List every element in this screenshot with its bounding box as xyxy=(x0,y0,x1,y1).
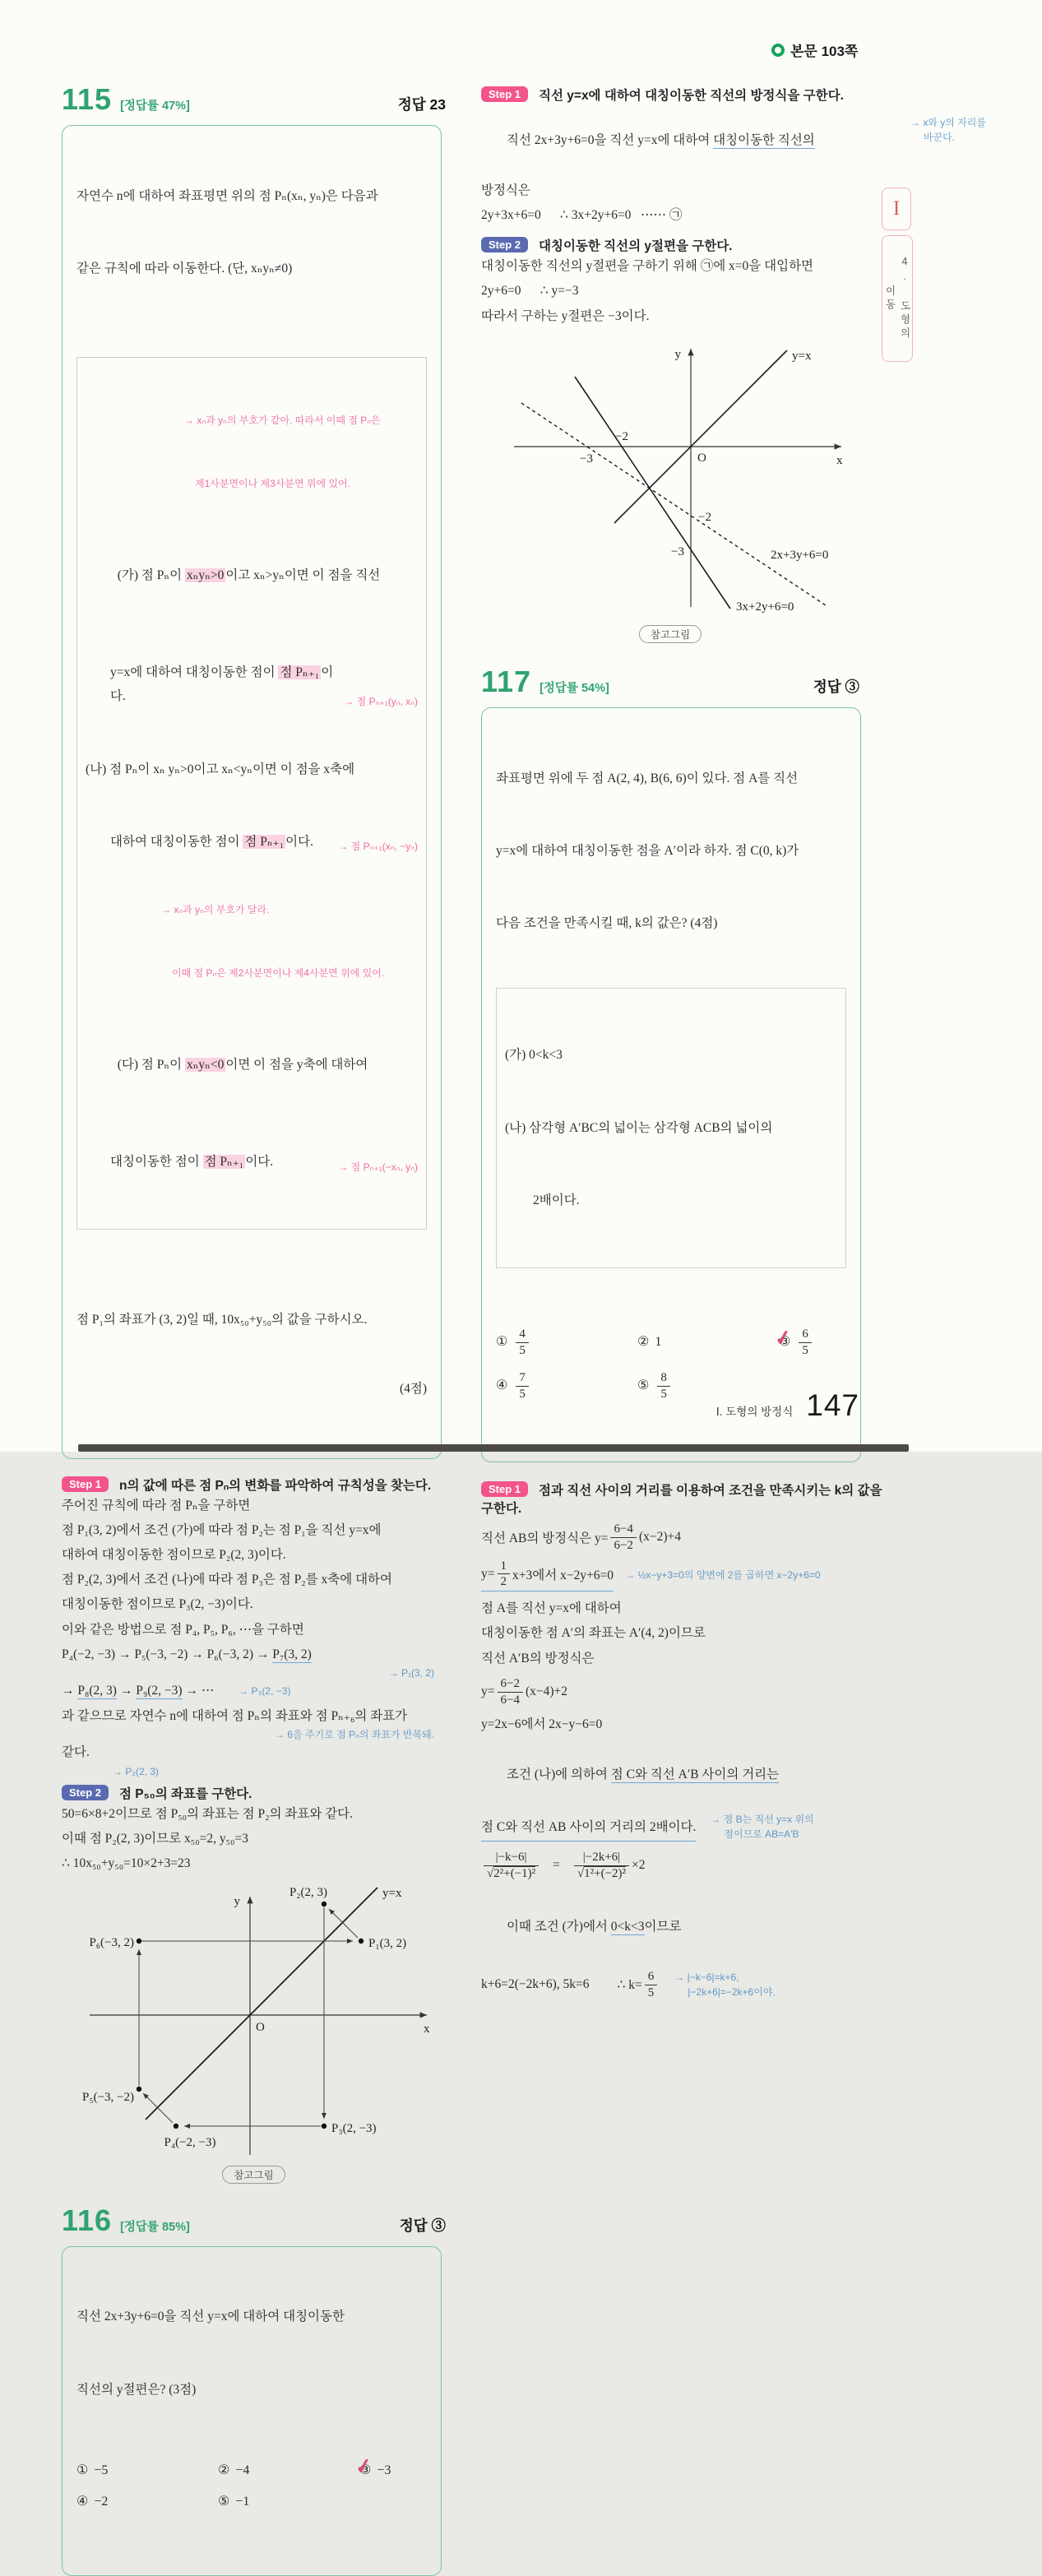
choice-2: ② −4 xyxy=(218,2463,250,2478)
condition-box-117 xyxy=(496,988,846,1269)
solution-116-step-2 xyxy=(481,236,1026,329)
pink-highlight: xₙyₙ<0 xyxy=(186,1058,225,1073)
blue-annotation: → |−k−6|=k+6, |−2k+6|=−2k+6이야. xyxy=(674,1970,776,1999)
y-tick-minus2: −2 xyxy=(698,510,711,524)
step1-badge: Step 1 xyxy=(481,1481,528,1497)
blue-annotation: → P₃(2, −3) xyxy=(239,1685,290,1697)
solution-line: 직선 2x+3y+6=0을 직선 y=x에 대하여 대칭이동한 직선의 xyxy=(507,133,815,148)
solution-117-step-1 xyxy=(481,1480,1026,2000)
problem-115-box xyxy=(62,125,442,1459)
blue-underline: 점 C와 직선 A′B 사이의 거리는 xyxy=(610,1767,780,1781)
solution-line: 이때 조건 (가)에서 0<k<3이므로 xyxy=(507,1919,682,1934)
y-tick-minus3: −3 xyxy=(671,544,684,558)
problem-number: 116 xyxy=(62,2203,113,2237)
line-yx-label: y=x xyxy=(382,1886,401,1900)
blue-underline: P₈(2, 3) xyxy=(77,1684,117,1698)
solution-line: 같다. xyxy=(62,1745,90,1760)
solution-line: 대하여 대칭이동한 점이므로 P₂(2, 3)이다. xyxy=(62,1548,286,1562)
choice-3-correct: ③ ✓ −3 xyxy=(359,2458,427,2483)
blue-underline: 점 C와 직선 AB 사이의 거리의 2배이다. xyxy=(481,1815,696,1842)
bookmark-text: 본문 103쪽 xyxy=(790,44,859,59)
question-line: 자연수 n에 대하여 좌표평면 위의 점 Pₙ(xₙ, yₙ)은 다음과 xyxy=(76,188,378,203)
left-column xyxy=(62,72,446,2576)
problem-number: 117 xyxy=(481,664,532,698)
blue-annotation: → P₂(2, 3) xyxy=(113,1766,446,1777)
point-label-p4: P₄(−2, −3) xyxy=(164,2135,215,2149)
step1-badge: Step 1 xyxy=(62,1476,109,1492)
solution-line: 점 A를 직선 y=x에 대하여 xyxy=(481,1601,622,1616)
pink-annotation: 제1사분면이나 제3사분면 위에 있어. xyxy=(195,477,350,489)
question-line: 같은 규칙에 따라 이동한다. (단, xₙyₙ≠0) xyxy=(76,262,293,276)
points-label: (4점) xyxy=(399,1382,427,1396)
blue-annotation: → ½x−y+3=0의 양변에 2를 곱하면 x−2y+6=0 xyxy=(625,1568,821,1582)
solution-line: 대칭이동한 점 A′의 좌표는 A′(4, 2)이므로 xyxy=(481,1626,706,1641)
x-axis-label: x xyxy=(836,453,843,467)
condition-box xyxy=(76,357,427,1230)
point-label-p1: P₁(3, 2) xyxy=(368,1936,406,1950)
y-axis-label: y xyxy=(674,347,681,361)
solution-line: 과 같으므로 자연수 n에 대하여 점 Pₙ의 좌표와 점 Pₙ₊₆의 좌표가 xyxy=(62,1708,408,1723)
equation-line-a1b: y= $\frac{6-2}{6-4}$ (x−4)+2 xyxy=(481,1676,568,1707)
correct-rate: [정답률 54%] xyxy=(540,681,609,695)
footer-section-title: Ⅰ. 도형의 방정식 xyxy=(716,1406,794,1418)
blue-annotation: → 6을 주기로 점 Pₙ의 좌표가 반복돼. xyxy=(62,1729,434,1740)
choice-3-correct: ③ ✓ $\frac{6}{5}$ xyxy=(779,1327,846,1359)
solution-step-2 xyxy=(62,1784,446,1877)
point-label-p5: P₅(−3, −2) xyxy=(81,2090,134,2104)
graph-116 xyxy=(481,336,859,643)
step2-badge: Step 2 xyxy=(481,237,528,253)
pink-annotation: → 점 Pₙ₊₁(xₙ, −yₙ) xyxy=(338,839,418,854)
chapter-roman-numeral: I xyxy=(882,188,911,230)
target-circle-icon xyxy=(771,44,785,57)
page-footer xyxy=(481,1388,859,1423)
condition-na: (나) 삼각형 A′BC의 넓이는 삼각형 ACB의 넓이의 xyxy=(505,1120,773,1135)
choice-1: ① −5 xyxy=(76,2463,109,2478)
condition-da: (다) 점 Pₙ이 xₙyₙ<0 이면 이 점을 y축에 대하여 xyxy=(117,1058,368,1073)
blue-underline: P₉(2, −3) xyxy=(136,1684,183,1698)
equation-line-ab: 직선 AB의 방정식은 y= $\frac{6-4}{6-2}$ (x−2)+4 xyxy=(481,1522,681,1552)
page-bookmark xyxy=(771,39,858,60)
solution-line: 점 P₁(3, 2)에서 조건 (가)에 따라 점 P₂는 점 P₁을 직선 y=x에 xyxy=(62,1522,382,1537)
sequence-line: → P₈(2, 3) → P₉(2, −3) → ⋯ → P₃(2, −3) xyxy=(62,1679,446,1703)
problem-117-header xyxy=(481,665,859,699)
blue-underline: y= $\frac{1}{2}$ x+3에서 x−2y+6=0 xyxy=(481,1559,614,1592)
solution-line: 50=6×8+2이므로 점 P₅₀의 좌표는 점 P₂의 좌표와 같다. xyxy=(62,1806,354,1821)
problem-117-box xyxy=(481,707,861,1462)
figure-caption: 참고그림 xyxy=(222,2166,285,2184)
problem-116-header xyxy=(62,2203,446,2238)
choice-5: ⑤ −1 xyxy=(218,2495,250,2509)
solution-line: 이와 같은 방법으로 점 P₄, P₅, P₆, ⋯을 구하면 xyxy=(62,1622,304,1637)
blue-annotation: → x와 y의 자리를 바꾼다. xyxy=(910,115,986,145)
scan-artifact-bar xyxy=(78,1444,909,1452)
x-tick-minus2: −2 xyxy=(615,429,628,443)
solution-line: 2y+3x+6=0 ∴ 3x+2y+6=0 ⋯⋯ ㉠ xyxy=(481,207,683,222)
pink-highlight: 점 Pₙ₊₁ xyxy=(204,1155,244,1170)
question-line: 다음 조건을 만족시킬 때, k의 값은? (4점) xyxy=(496,916,718,931)
pink-annotation: → 점 Pₙ₊₁(−xₙ, yₙ) xyxy=(338,1160,418,1174)
coordinate-plane-115 xyxy=(65,1883,443,2160)
pink-highlight: xₙyₙ>0 xyxy=(186,568,225,582)
choice-5: ⑤ $\frac{8}{5}$ xyxy=(637,1370,779,1402)
step1-title: 점과 직선 사이의 거리를 이용하여 조건을 만족시키는 k의 값을 xyxy=(539,1484,882,1499)
condition-ga-2: y=x에 대하여 대칭이동한 점이 점 Pₙ₊₁ 이다. → 점 Pₙ₊₁(yₙ, xₙ) xyxy=(86,660,418,709)
step1-title: 직선 y=x에 대하여 대칭이동한 직선의 방정식을 구한다. xyxy=(539,89,844,103)
solution-line: 대칭이동한 직선의 y절편을 구하기 위해 ㉠에 x=0을 대입하면 xyxy=(481,259,814,274)
condition-da-2: 대칭이동한 점이 점 Pₙ₊₁ 이다. → 점 Pₙ₊₁(−xₙ, yₙ) xyxy=(86,1150,418,1174)
origin-label: O xyxy=(697,451,706,465)
step1-title: n의 값에 따른 점 Pₙ의 변화를 파악하여 규칙성을 찾는다. xyxy=(119,1478,432,1493)
condition-ga: (가) 점 Pₙ이 xₙyₙ>0 이고 xₙ>yₙ이면 이 점을 직선 xyxy=(117,568,381,582)
blue-annotation: → P₁(3, 2) xyxy=(62,1667,434,1679)
solution-line: 조건 (나)에 의하여 점 C와 직선 A′B 사이의 거리는 xyxy=(507,1767,780,1781)
step2-badge: Step 2 xyxy=(62,1785,109,1800)
sequence-line: P₄(−2, −3) → P₅(−3, −2) → P₆(−3, 2) → P₇(3, 2) xyxy=(62,1647,312,1661)
answer-label: 정답 23 xyxy=(397,96,446,113)
solution-line: 방정식은 xyxy=(481,183,530,197)
final-equation: k+6=2(−2k+6), 5k=6 ∴ k= $\frac{6}{5}$ → |−k−6|=k+6, |−2k+6|=−2k+6이야. xyxy=(481,1969,1026,2001)
choices-116 xyxy=(76,2458,427,2515)
solution-line: 따라서 구하는 y절편은 −3이다. xyxy=(481,308,650,323)
blue-underline: P₇(3, 2) xyxy=(272,1647,312,1661)
solution-line: 대칭이동한 점이므로 P₃(2, −3)이다. xyxy=(62,1597,253,1612)
condition-na-2: 2배이다. xyxy=(533,1193,580,1208)
graph-115 xyxy=(62,1883,446,2184)
pink-annotation: → xₙ과 yₙ의 부호가 달라. xyxy=(161,902,418,917)
line-solid-label: 3x+2y+6=0 xyxy=(736,600,794,614)
pink-highlight: 점 Pₙ₊₁ xyxy=(280,665,320,679)
step2-title: 대칭이동한 직선의 y절편을 구한다. xyxy=(539,239,733,254)
coordinate-plane-116 xyxy=(481,336,859,619)
origin-label: O xyxy=(255,2020,265,2034)
distance-equation: $\frac{|-k-6|}{\text{√2²+(−1)²}}$ = $\frac{|-2k+6|}{\text{√1²+(−2)²}}$ ×2 xyxy=(481,1850,1026,1882)
condition-ga: (가) 0<k<3 xyxy=(505,1048,563,1063)
choice-4: ④ $\frac{7}{5}$ xyxy=(496,1370,637,1402)
solution-line: 2y+6=0 ∴ y=−3 xyxy=(481,284,579,299)
line-yx-label: y=x xyxy=(792,349,812,363)
step2-title: 점 P₅₀의 좌표를 구한다. xyxy=(119,1786,252,1801)
step1-badge: Step 1 xyxy=(481,86,528,102)
pink-annotation: 이때 점 Pₙ은 제2사분면이나 제4사분면 위에 있어. xyxy=(172,967,385,979)
solution-line: 직선 A′B의 방정식은 xyxy=(481,1651,595,1666)
x-tick-minus3: −3 xyxy=(580,452,593,466)
solution-line: ∴ 10x₅₀+y₅₀=10×2+3=23 xyxy=(62,1856,191,1871)
choice-4: ④ −2 xyxy=(76,2495,109,2509)
question-line: 좌표평면 위에 두 점 A(2, 4), B(6, 6)이 있다. 점 A를 직선 xyxy=(496,771,799,785)
condition-na-2: 대하여 대칭이동한 점이 점 Pₙ₊₁ 이다. → 점 Pₙ₊₁(xₙ, −yₙ) xyxy=(86,830,418,854)
right-column xyxy=(481,72,1026,2006)
point-label-p3: P₃(2, −3) xyxy=(331,2121,377,2135)
solution-line: 이때 점 P₂(2, 3)이므로 x₅₀=2, y₅₀=3 xyxy=(62,1832,248,1846)
correct-rate: [정답률 47%] xyxy=(120,100,190,113)
problem-116-box xyxy=(62,2246,442,2576)
choice-2: ② 1 xyxy=(637,1335,662,1350)
question-line: y=x에 대하여 대칭이동한 점을 A′이라 하자. 점 C(0, k)가 xyxy=(496,843,799,858)
solution-116-step-1 xyxy=(481,86,1026,228)
y-axis-label: y xyxy=(234,1894,240,1908)
point-label-p2: P₂(2, 3) xyxy=(289,1885,327,1899)
question-line: 점 P₁의 좌표가 (3, 2)일 때, 10x₅₀+y₅₀의 값을 구하시오. xyxy=(76,1312,368,1327)
solution-line: 점 P₂(2, 3)에서 조건 (나)에 따라 점 P₃은 점 P₂를 x축에 대하여 xyxy=(62,1573,392,1587)
correct-rate: [정답률 85%] xyxy=(120,2220,190,2234)
pink-highlight: 점 Pₙ₊₁ xyxy=(244,834,285,849)
pink-annotation: → xₙ과 yₙ의 부호가 같아. 따라서 이때 점 Pₙ은 xyxy=(184,413,418,428)
solution-step-1 xyxy=(62,1476,446,1777)
problem-number: 115 xyxy=(62,82,113,116)
solution-line: 주어진 규칙에 따라 점 Pₙ을 구하면 xyxy=(62,1498,251,1513)
answer-label: 정답 ③ xyxy=(813,678,859,695)
question-line: 직선의 y절편은? (3점) xyxy=(76,2382,197,2397)
equation-line-simplified xyxy=(481,1559,1026,1592)
problem-115-header xyxy=(62,82,446,117)
blue-annotation: → 점 B는 직선 y=x 위의 점이므로 AB=A′B xyxy=(711,1812,813,1842)
step1-title-line2: 구한다. xyxy=(481,1502,522,1517)
footer-page-number: 147 xyxy=(806,1388,859,1422)
chapter-title-vertical: 4. 도형의 이동 xyxy=(882,235,913,362)
question-line: 직선 2x+3y+6=0을 직선 y=x에 대하여 대칭이동한 xyxy=(76,2310,345,2324)
pink-annotation: → 점 Pₙ₊₁(yₙ, xₙ) xyxy=(344,694,418,709)
point-label-p6: P₆(−3, 2) xyxy=(88,1935,134,1949)
line-dashed-label: 2x+3y+6=0 xyxy=(771,548,829,562)
blue-underline: 0<k<3 xyxy=(610,1919,645,1934)
condition-na: (나) 점 Pₙ이 xₙ yₙ>0이고 xₙ<yₙ이면 이 점을 x축에 xyxy=(86,762,355,776)
blue-underline: 대칭이동한 직선의 xyxy=(713,133,815,148)
solution-line: y=2x−6에서 2x−y−6=0 xyxy=(481,1717,603,1732)
choice-1: ① $\frac{4}{5}$ xyxy=(496,1327,637,1359)
solution-line xyxy=(481,1812,1026,1842)
answer-label: 정답 ③ xyxy=(399,2217,446,2234)
x-axis-label: x xyxy=(423,2022,429,2036)
figure-caption: 참고그림 xyxy=(639,625,702,643)
